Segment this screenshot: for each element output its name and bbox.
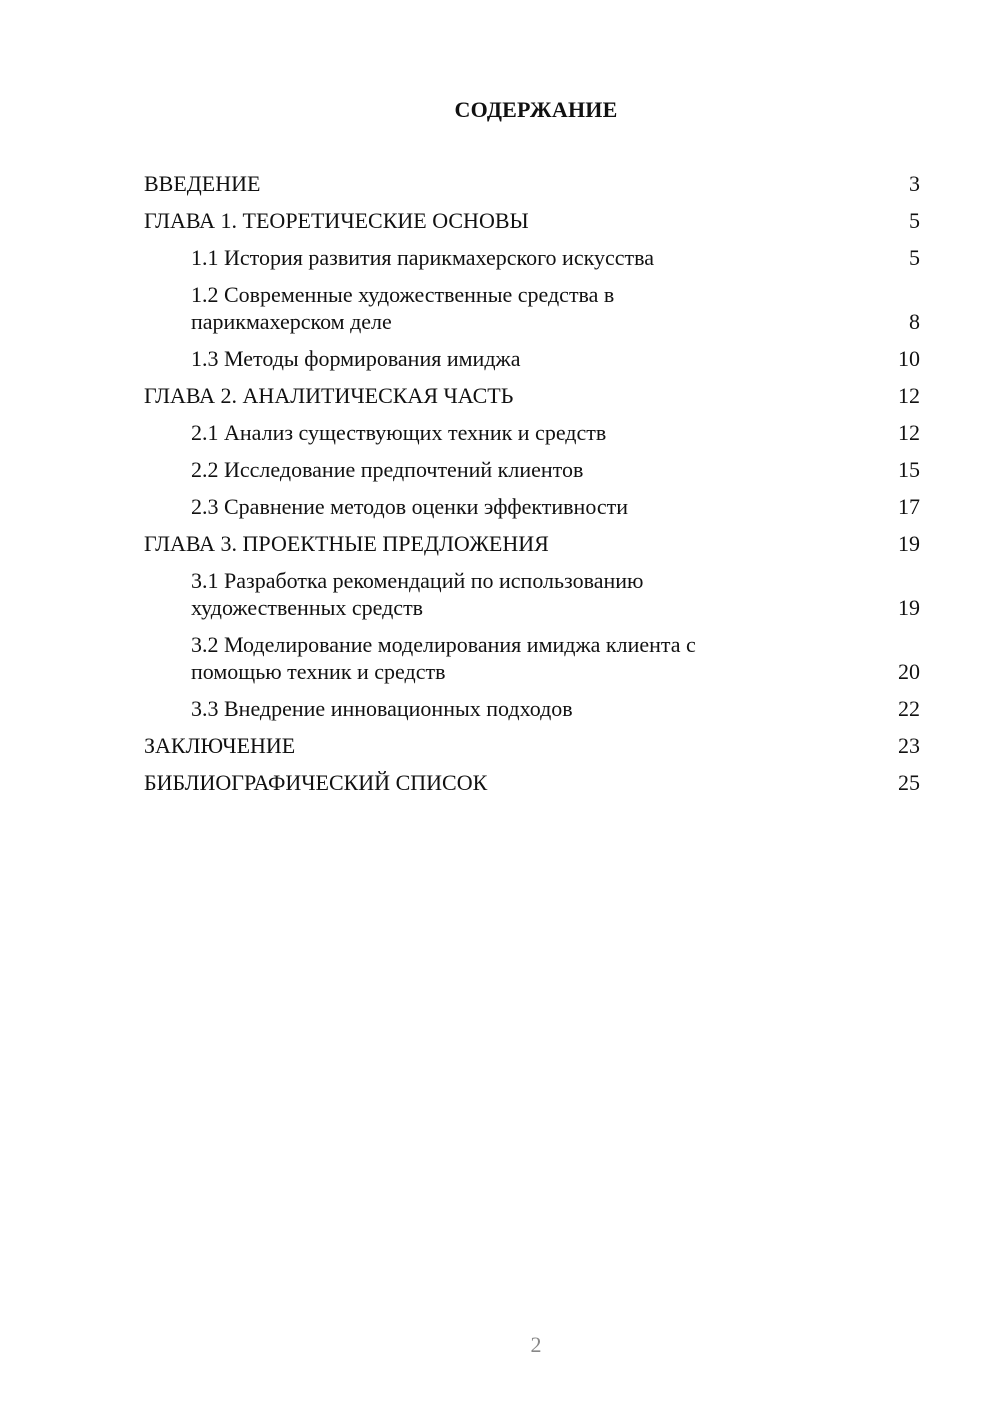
toc-entry-section-3-1[interactable] — [144, 567, 920, 621]
toc-entry-text: 3.1 Разработка рекомендаций по использованию художественных средств — [191, 568, 644, 620]
toc-entry-page: 22 — [898, 696, 920, 721]
toc-entry-text: ВВЕДЕНИЕ — [144, 171, 261, 196]
toc-entry-bibliography[interactable] — [144, 769, 920, 796]
toc-entry-text: ЗАКЛЮЧЕНИЕ — [144, 733, 296, 758]
toc-entry-section-2-3[interactable] — [144, 493, 920, 520]
toc-entry-text: ГЛАВА 1. ТЕОРЕТИЧЕСКИЕ ОСНОВЫ — [144, 208, 529, 233]
toc-entry-text: 1.1 История развития парикмахерского искусства — [191, 245, 654, 270]
toc-entry-section-3-3[interactable] — [144, 695, 920, 722]
toc-entry-page: 12 — [898, 420, 920, 445]
toc-entry-page: 10 — [898, 346, 920, 371]
toc-entry-text: 1.3 Методы формирования имиджа — [191, 346, 521, 371]
toc-entry-page: 19 — [898, 595, 920, 620]
toc-entry-page: 12 — [898, 383, 920, 408]
toc-entry-page: 5 — [909, 245, 920, 270]
toc-entry-text: 1.2 Современные художественные средства в парикмахерском деле — [191, 282, 615, 334]
toc-entry-text: 2.2 Исследование предпочтений клиентов — [191, 457, 584, 482]
toc-entry-text: 3.3 Внедрение инновационных подходов — [191, 696, 573, 721]
toc-entry-page: 19 — [898, 531, 920, 556]
toc-entry-page: 23 — [898, 733, 920, 758]
toc-entry-page: 3 — [909, 171, 920, 196]
toc-entry-section-2-2[interactable] — [144, 456, 920, 483]
toc-entry-page: 15 — [898, 457, 920, 482]
toc-entry-conclusion[interactable] — [144, 732, 920, 759]
table-of-contents — [144, 170, 920, 806]
page-number: 2 — [530, 1332, 542, 1357]
toc-entry-page: 5 — [909, 208, 920, 233]
toc-entry-text: БИБЛИОГРАФИЧЕСКИЙ СПИСОК — [144, 770, 488, 795]
page-title: СОДЕРЖАНИЕ — [454, 97, 618, 122]
toc-entry-chapter-1[interactable] — [144, 207, 920, 234]
toc-entry-chapter-2[interactable] — [144, 382, 920, 409]
toc-entry-page: 25 — [898, 770, 920, 795]
toc-entry-text: 2.3 Сравнение методов оценки эффективности — [191, 494, 629, 519]
toc-entry-text: 2.1 Анализ существующих техник и средств — [191, 420, 607, 445]
toc-entry-section-1-3[interactable] — [144, 345, 920, 372]
toc-entry-section-3-2[interactable] — [144, 631, 920, 685]
toc-entry-section-1-2[interactable] — [144, 281, 920, 335]
toc-entry-section-1-1[interactable] — [144, 244, 920, 271]
toc-entry-section-2-1[interactable] — [144, 419, 920, 446]
toc-entry-introduction[interactable] — [144, 170, 920, 197]
toc-entry-page: 20 — [898, 659, 920, 684]
toc-entry-text: ГЛАВА 3. ПРОЕКТНЫЕ ПРЕДЛОЖЕНИЯ — [144, 531, 549, 556]
toc-entry-page: 17 — [898, 494, 920, 519]
toc-entry-page: 8 — [909, 309, 920, 334]
toc-entry-text: 3.2 Моделирование моделирования имиджа клиента с помощью техник и средств — [191, 632, 696, 684]
toc-entry-text: ГЛАВА 2. АНАЛИТИЧЕСКАЯ ЧАСТЬ — [144, 383, 514, 408]
toc-entry-chapter-3[interactable] — [144, 530, 920, 557]
